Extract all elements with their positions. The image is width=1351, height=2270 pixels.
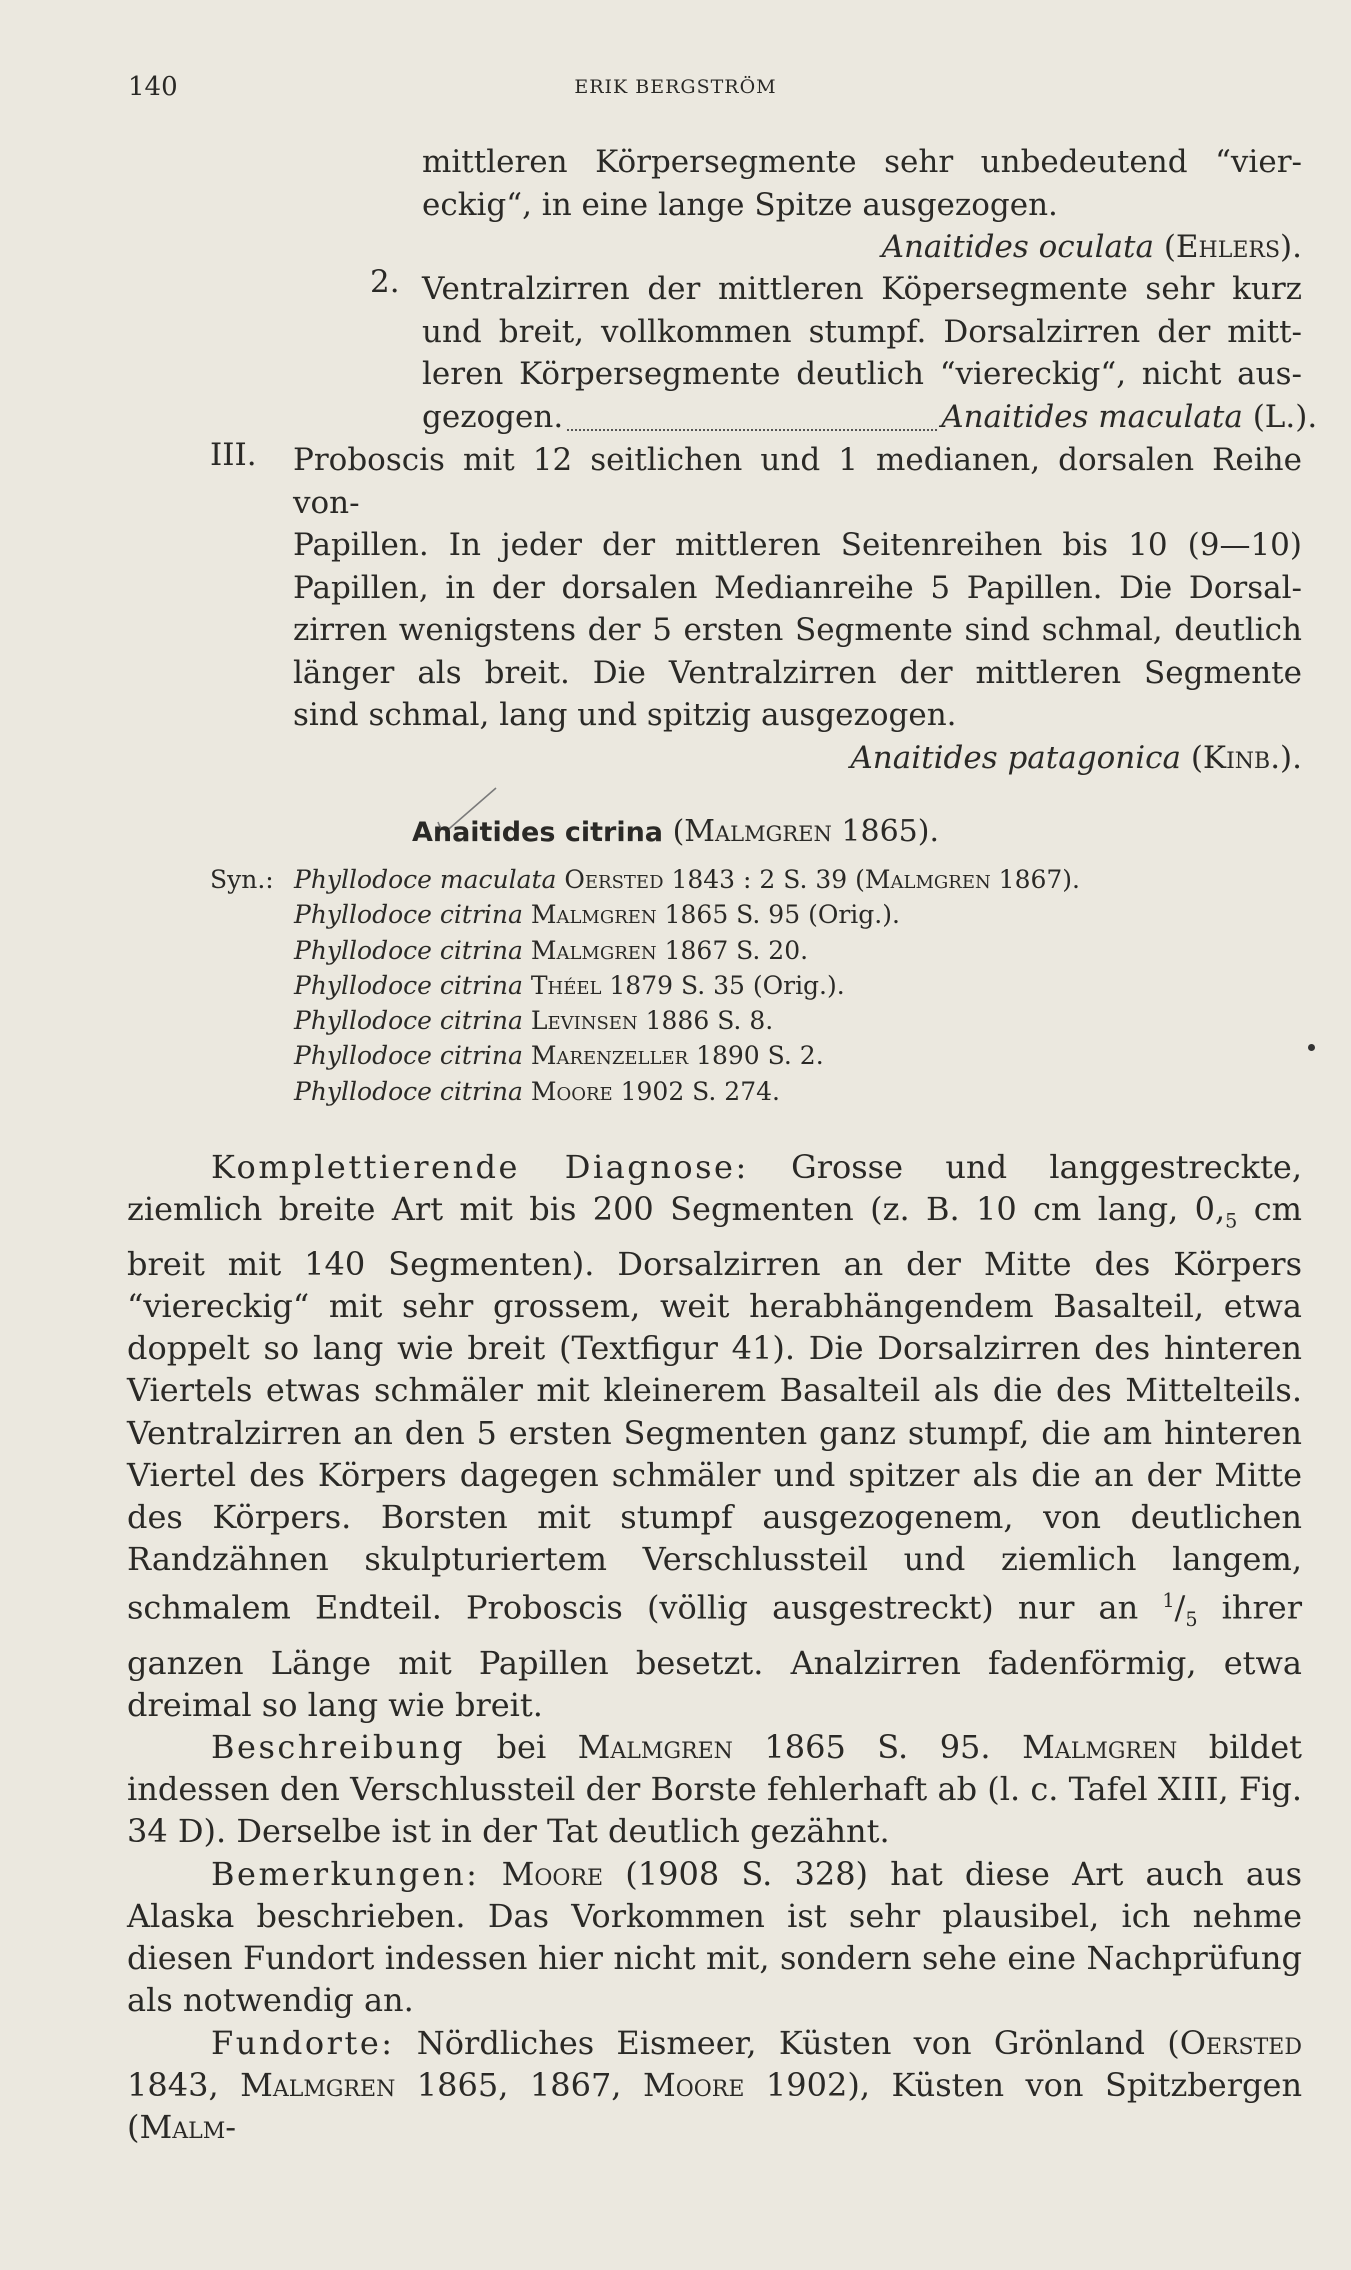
running-title: ERIK BERGSTRÖM (574, 76, 777, 98)
synonym-ref: 1865 S. 95 (Orig.). (664, 900, 900, 930)
synonym-list (294, 862, 1080, 1109)
key-result (422, 396, 1318, 439)
synonym-author: Malmgren (530, 900, 657, 930)
taxon-author: (Ehlers). (1163, 229, 1302, 265)
text-run: 1865 S. 95. (764, 1728, 991, 1767)
species-name: Anaitides citrina (411, 817, 664, 848)
taxon-name: Anaitides oculata (881, 229, 1154, 265)
synonym-name: Phyllodoce citrina (294, 1006, 523, 1036)
synonym-entry (294, 897, 1080, 932)
text-run: 5 (1225, 1209, 1238, 1233)
key-line: länger als breit. Die Ventralzirren der mittleren Segmente (293, 654, 1302, 691)
synonym-ref: 1867). (998, 865, 1080, 894)
synonym-entry: Phyllodoce maculata Oersted 1843 : 2 S. 39 (Malmgren 1867). (294, 865, 1080, 894)
author-name: Oersted (1179, 2023, 1303, 2062)
synonym-name: Phyllodoce maculata (294, 865, 557, 894)
body-text (127, 1146, 1302, 2148)
key-line: sind schmal, lang und spitzig ausgezogen. (293, 697, 957, 733)
text-run: Grosse und langgestreckte, ziemlich breite Art mit bis 200 Segmenten (z. B. 10 cm lang, 0, (127, 1148, 1303, 1229)
synonym-author: Malmgren (530, 935, 657, 965)
paragraph-lead: Beschreibung (211, 1728, 466, 1767)
author-name: Malmgren (577, 1728, 733, 1767)
synonym-name: Phyllodoce citrina (294, 935, 523, 965)
paragraph-diagnosis: Komplettierende Diagnose: Grosse und langgestreckte, ziemlich breite Art mit bis 200 Segmenten (z. B. 10 cm lang, $0,_5$ cm breit mit 140 Segmenten). Dorsalzirren an der Mitte des Körpers “viereckig“ mit sehr grossem, weit herabhängendem Basalteil, etwa doppelt so lang wie breit (Textfigur 41). Die Dorsalzirren des hinteren Viertels etwas schmäler mit kleinerem Basalteil als die des Mittelteils. Ventralzirren an den 5 ersten Segmenten ganz stumpf, die am hinteren Viertel des Körpers dagegen schmäler und spitzer als die an der Mitte des Körpers. Borsten mit stumpf ausgezogenem, von deutlichen Randzähnen skulpturiertem Verschlussteil und ziemlich langem, schmalem Endteil. Proboscis (völlig ausgestreckt) nur an $^1/_5$ ihrer ganzen Länge mit Papillen besetzt. Analzirren fadenförmig, etwa dreimal so lang wie breit. (127, 1148, 1303, 1724)
key-line: mittleren Körpersegmente sehr unbedeutend “vier- (422, 144, 1302, 180)
synonym-ref: 1879 S. 35 (Orig.). (609, 970, 845, 1000)
synonym-name: Phyllodoce citrina (294, 900, 523, 930)
synonym-entry (294, 1038, 1080, 1073)
key-line: Ventralzirren der mittleren Köpersegmente sehr kurz (422, 271, 1302, 307)
paragraph-remarks (127, 1853, 1302, 2022)
synonym-name: Phyllodoce citrina (294, 970, 523, 1000)
synonym-ref: 1867 S. 20. (664, 935, 809, 965)
text-run: 1902), Küsten von Spitzbergen ( (127, 2065, 1303, 2146)
fraction-numerator: 1 (1162, 1589, 1175, 1613)
synonym-author: Marenzeller (530, 1041, 689, 1071)
key-item-number: 2. (370, 264, 400, 300)
fraction-denominator: 5 (1185, 1608, 1198, 1632)
synonym-ref: 1890 S. 2. (696, 1041, 824, 1071)
page-number: 140 (128, 72, 178, 102)
paragraph-lead: Bemerkungen: (211, 1854, 480, 1893)
taxon-name: Anaitides maculata (941, 398, 1243, 435)
text-run: 1843, (127, 2065, 219, 2104)
synonym-entry (294, 933, 1080, 968)
author-name: Moore (501, 1854, 604, 1893)
paragraph-description (127, 1726, 1302, 1853)
text-run: cm breit mit 140 Segmenten). Dorsalzirren an der Mitte des Körpers “viereckig“ mit sehr grossem, weit herabhängendem Basalteil, etwa doppelt so lang wie breit (Textfigur 41). Die Dorsalzirren des hinteren Viertels etwas schmäler mit kleinerem Basalteil als die des Mittelteils. Ventralzirren an den 5 ersten Segmenten ganz stumpf, die am hinteren Viertel des Körpers dagegen schmäler und spitzer als die an der Mitte des Körpers. Borsten mit stumpf ausgezogenem, von deutlichen Randzähnen skulpturiertem Verschlussteil und ziemlich langem, schmalem Endteil. Proboscis (völlig ausgestreckt) nur an (127, 1190, 1303, 1628)
paragraph-lead: Komplettierende Diagnose: (211, 1148, 749, 1186)
taxon-author: (Kinb.). (1190, 739, 1302, 776)
synonym-name: Phyllodoce citrina (294, 1041, 523, 1071)
synonym-entry (294, 968, 1080, 1003)
synonym-author: Oersted (564, 865, 664, 894)
margin-mark (1308, 1044, 1315, 1051)
synonym-author: Moore (530, 1076, 613, 1106)
key-continuation (422, 141, 1302, 269)
key-line: Papillen, in der dorsalen Medianreihe 5 Papillen. Die Dorsal- (293, 569, 1302, 606)
key-item-2 (422, 268, 1318, 438)
author-name: Malmgren (1022, 1728, 1178, 1767)
taxon-author: (L.). (1252, 398, 1318, 435)
text-run: bei (496, 1728, 547, 1767)
key-result (293, 737, 1302, 780)
key-line: zirren wenigstens der 5 ersten Segmente sind schmal, deutlich (293, 612, 1302, 648)
key-line: gezogen. (422, 398, 564, 435)
text-run: Nördliches Eismeer, Küsten von Grönland ( (416, 2023, 1180, 2062)
key-item-number: III. (210, 437, 257, 473)
synonymy-label: Syn.: (210, 865, 274, 894)
synonym-ref: 1843 : 2 S. 39 (671, 865, 848, 894)
synonym-ref: 1902 S. 274. (620, 1076, 780, 1106)
key-line: Proboscis mit 12 seitlichen und 1 medianen, dorsalen Reihe von- (293, 442, 1302, 521)
leader-dots (567, 429, 937, 431)
synonym-author: Théel (530, 970, 602, 1000)
key-item-3 (293, 439, 1302, 779)
synonym-author: Levinsen (530, 1006, 638, 1036)
key-line: Papillen. In jeder der mittleren Seitenreihen bis 10 (9—10) (293, 527, 1302, 563)
key-result (422, 226, 1302, 269)
paragraph-localities (127, 2022, 1302, 2149)
synonym-entry (294, 1074, 1080, 1109)
author-name: Malm- (139, 2107, 237, 2146)
key-line: eckig“, in eine lange Spitze ausgezogen. (422, 186, 1058, 223)
species-author: (Malmgren 1865). (672, 814, 940, 849)
synonym-ref: 1886 S. 8. (645, 1006, 774, 1036)
synonym-entry (294, 1003, 1080, 1038)
author-name: Moore (642, 2065, 745, 2104)
taxon-name: Anaitides patagonica (850, 739, 1181, 776)
text-run: ihrer ganzen Länge mit Papillen besetzt. Analzirren fadenförmig, etwa dreimal so lang wie breit. (127, 1589, 1303, 1724)
key-line: und breit, vollkommen stumpf. Dorsalzirren der mitt- (422, 313, 1302, 350)
synonym-name: Phyllodoce citrina (294, 1076, 523, 1106)
text-run: bildet indessen den Verschlussteil der Borste fehlerhaft ab (l. c. Tafel XIII, Fig. 34 D). Derselbe ist in der Tat deutlich gezähnt. (127, 1728, 1303, 1851)
text-run: 1865, 1867, (416, 2065, 622, 2104)
key-line: leren Körpersegmente deutlich “viereckig“, nicht aus- (422, 356, 1302, 392)
author-name: Malmgren (240, 2065, 396, 2104)
species-heading (0, 814, 1351, 849)
synonym-author: Malmgren (864, 865, 991, 894)
paragraph-lead: Fundorte: (211, 2023, 395, 2062)
text-run: (1908 S. 328) hat diese Art auch aus Alaska beschrieben. Das Vorkommen ist sehr plausibel, ich nehme diesen Fundort indessen hier nicht mit, sondern sehe eine Nachprüfung als notwendig an. (127, 1854, 1303, 2020)
